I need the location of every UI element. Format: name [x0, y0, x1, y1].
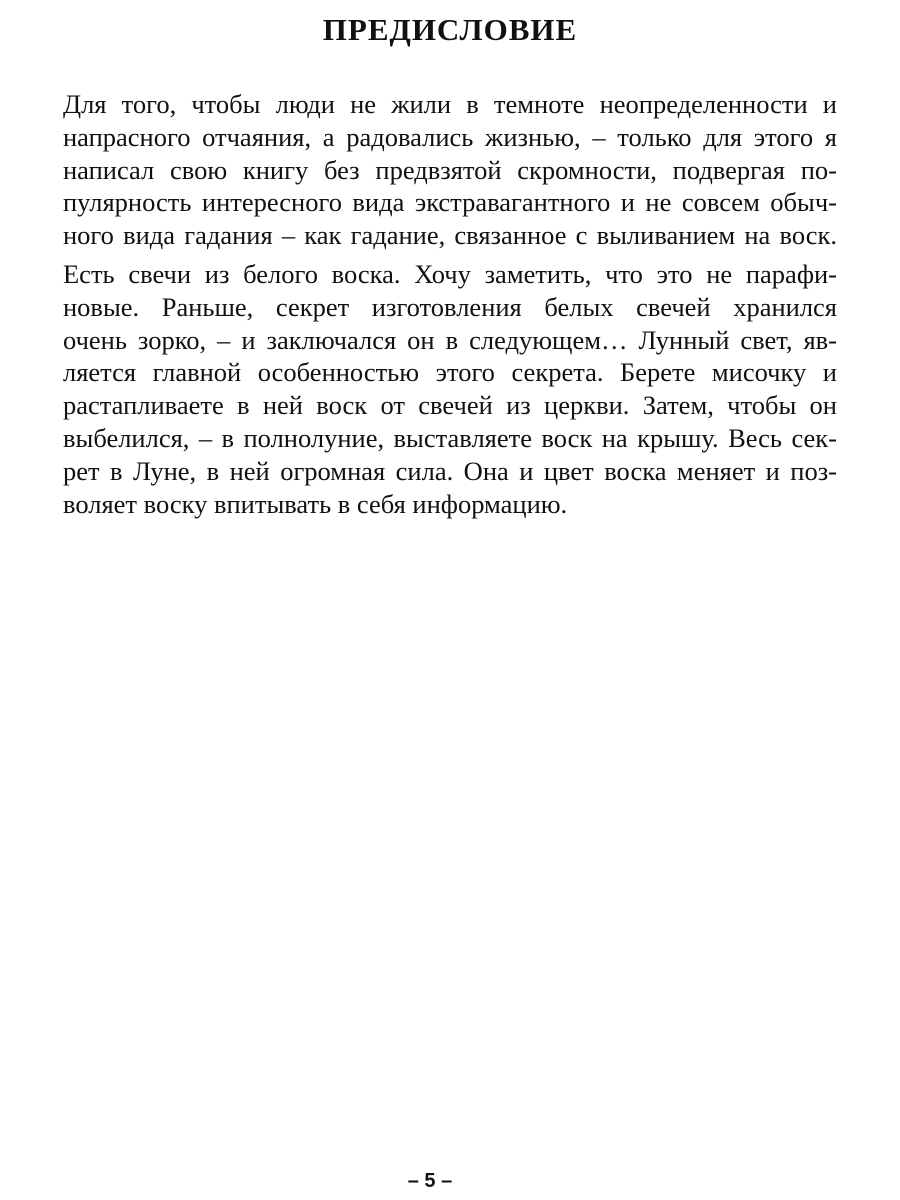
text-line: ляется главной особенностью этого секрета. Берете мисочку и — [63, 357, 837, 388]
text-line: рет в Луне, в ней огромная сила. Она и цвет воска меняет и поз- — [63, 455, 837, 486]
text-line: растапливаете в ней воск от свечей из церкви. Затем, чтобы он — [63, 390, 837, 421]
body-text — [63, 88, 837, 526]
text-line: ного вида гадания – как гадание, связанное с выливанием на воск. — [63, 220, 837, 251]
text-line: Для того, чтобы люди не жили в темноте неопределенности и — [63, 89, 837, 119]
text-line: написал свою книгу без предвзятой скромности, подвергая по- — [63, 154, 837, 185]
text-line: воляет воску впитывать в себя информацию. — [63, 488, 568, 519]
paragraph-1 — [63, 88, 837, 252]
text-line: пулярность интересного вида экстравагантного и не совсем обыч- — [63, 187, 837, 218]
text-line: новые. Раньше, секрет изготовления белых свечей хранился — [63, 291, 837, 322]
paragraph-2 — [63, 258, 837, 520]
text-line: выбелился, – в полнолуние, выставляете воск на крышу. Весь сек- — [63, 422, 837, 453]
text-line: очень зорко, – и заключался он в следующем… Лунный свет, яв- — [63, 324, 837, 355]
page-title: ПРЕДИСЛОВИЕ — [322, 12, 578, 47]
page-number: – 5 – — [407, 1170, 453, 1192]
text-line: Есть свечи из белого воска. Хочу заметить, что это не парафи- — [63, 258, 837, 289]
text-line: напрасного отчаяния, а радовались жизнью, – только для этого я — [63, 121, 837, 152]
